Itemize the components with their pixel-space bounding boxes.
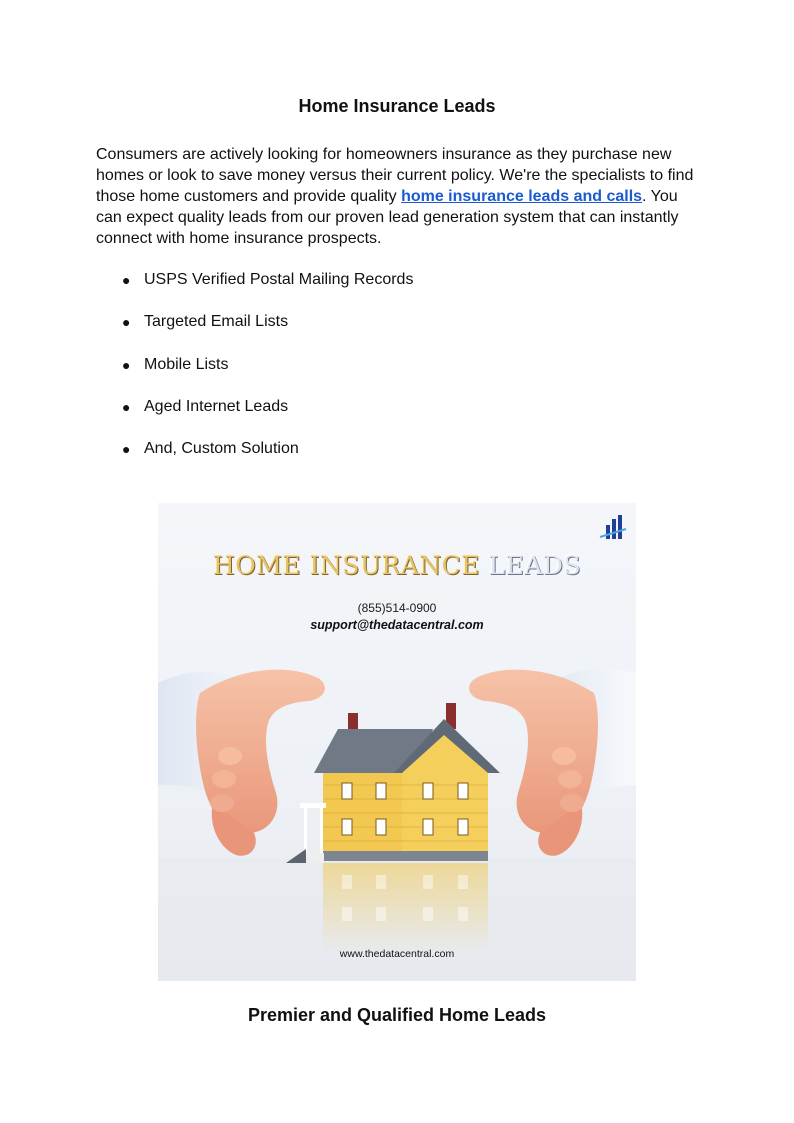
hero-title-accent: LEADS xyxy=(488,551,582,580)
list-item-label: And, Custom Solution xyxy=(144,440,299,458)
intro-paragraph xyxy=(96,144,696,249)
section-heading: Premier and Qualified Home Leads xyxy=(247,1005,547,1025)
bullet-icon: ● xyxy=(122,398,131,415)
bullet-icon: ● xyxy=(122,441,131,458)
home-insurance-leads-link[interactable]: home insurance leads and calls xyxy=(401,188,643,205)
hero-title-main: HOME INSURANCE xyxy=(212,551,481,580)
feature-list xyxy=(96,270,413,481)
intro-text-start: Consumers are actively looking for homeowners insurance as they purchase new homes or look to save money versus their current policy. We're the specialists to find those home customers and provide quality xyxy=(96,146,694,205)
house-model-icon xyxy=(286,703,500,863)
list-item-label: USPS Verified Postal Mailing Records xyxy=(144,271,414,288)
bullet-icon: ● xyxy=(122,272,131,288)
hero-image xyxy=(158,503,636,981)
hero-website: www.thedatacentral.com xyxy=(339,948,455,960)
list-item-label: Aged Internet Leads xyxy=(144,397,289,415)
list-item xyxy=(96,355,413,397)
intro-text-end: . You can expect quality leads from our proven lead generation system that can instantly connect with home insurance prospects. xyxy=(96,188,679,247)
bullet-icon: ● xyxy=(122,356,131,373)
list-item xyxy=(96,312,413,354)
page-title: Home Insurance Leads xyxy=(298,96,496,116)
hero-title xyxy=(158,551,636,580)
hero-email: support@thedatacentral.com xyxy=(310,618,484,632)
list-item-label: Targeted Email Lists xyxy=(144,313,289,331)
list-item xyxy=(96,270,413,312)
list-item-label: Mobile Lists xyxy=(144,355,229,373)
list-item xyxy=(96,397,413,439)
bullet-icon: ● xyxy=(122,314,131,331)
house-reflection xyxy=(323,863,488,953)
hero-phone-number: (855)514-0900 xyxy=(357,601,437,615)
list-item xyxy=(96,439,413,481)
bar-chart-logo-icon xyxy=(600,515,626,539)
